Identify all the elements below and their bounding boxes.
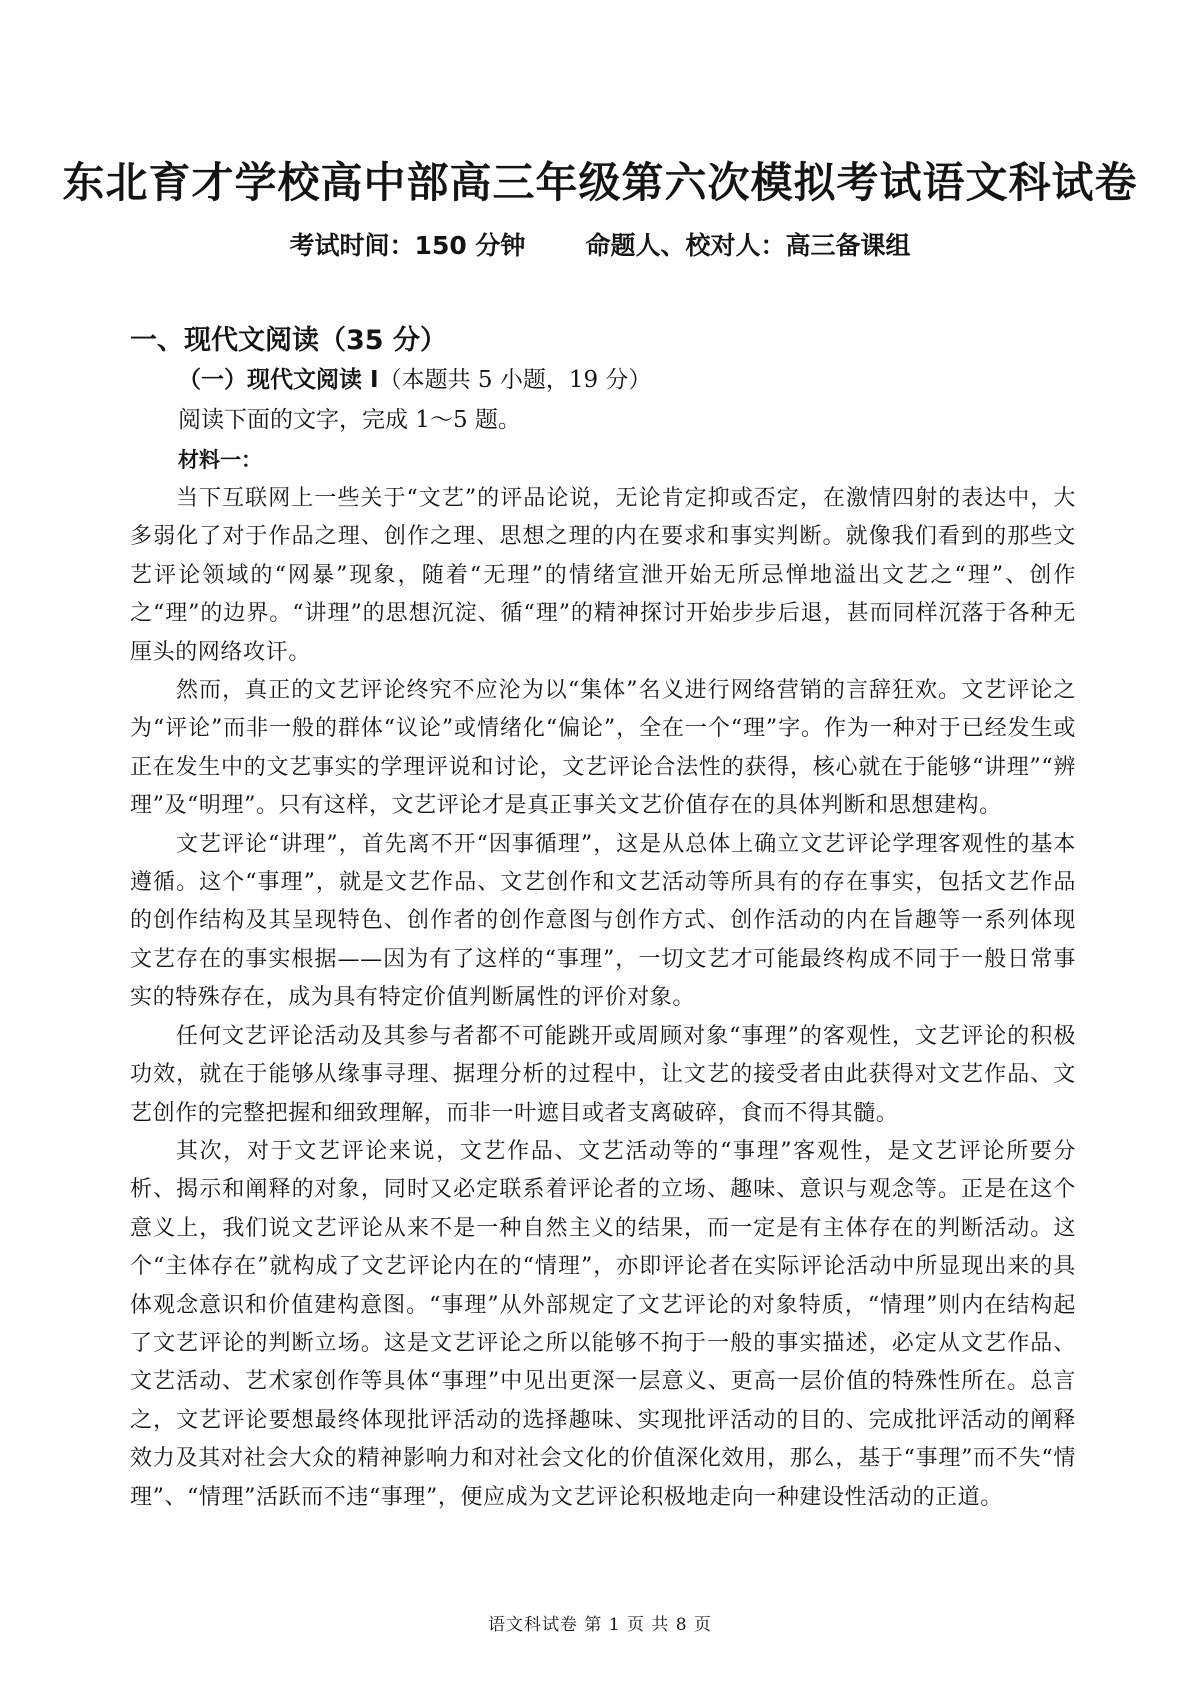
- sub-section-title: （一）现代文阅读 I: [178, 367, 379, 393]
- exam-time: 考试时间：150 分钟: [289, 231, 526, 260]
- passage-paragraph: 当下互联网上一些关于“文艺”的评品论说，无论肯定抑或否定，在激情四射的表达中，大多弱化了对于作品之理、创作之理、思想之理的内在要求和事实判断。就像我们看到的那些文艺评论领域的“网暴”现象，随着“无理”的情绪宣泄开始无所忌惮地溢出文艺之“理”、创作之“理”的边界。“讲理”的思想沉淀、循“理”的精神探讨开始步步后退，甚而同样沉落于各种无厘头的网络攻讦。: [130, 486, 1076, 665]
- material-label: 材料一：: [178, 448, 262, 472]
- passage-paragraph: 文艺评论“讲理”，首先离不开“因事循理”，这是从总体上确立文艺评论学理客观性的基本遵循。这个“事理”，就是文艺作品、文艺创作和文艺活动等所具有的存在事实，包括文艺作品的创作结构及其呈现特色、创作者的创作意图与创作方式、创作活动的内在旨趣等一系列体现文艺存在的事实根据——因为有了这样的“事理”，一切文艺才可能最终构成不同于一般日常事实的特殊存在，成为具有特定价值判断属性的评价对象。: [130, 831, 1076, 1011]
- page-footer: 语文科试卷 第 1 页 共 8 页: [487, 1615, 713, 1635]
- sub-section-heading: [178, 360, 1076, 400]
- passage-paragraph: 然而，真正的文艺评论终究不应沦为以“集体”名义进行网络营销的言辞狂欢。文艺评论之为“评论”而非一般的群体“议论”或情绪化“偏论”，全在一个“理”字。作为一种对于已经发生或正在发生中的文艺事实的学理评说和讨论，文艺评论合法性的获得，核心就在于能够“讲理”“辨理”及“明理”。只有这样，文艺评论才是真正事关文艺价值存在的具体判断和思想建构。: [130, 678, 1076, 819]
- exam-info-line: [0, 226, 1200, 262]
- passage-paragraph: 其次，对于文艺评论来说，文艺作品、文艺活动等的“事理”客观性，是文艺评论所要分析、揭示和阐释的对象，同时又必定联系着评论者的立场、趣味、意识与观念等。正是在这个意义上，我们说文艺评论从来不是一种自然主义的结果，而一定是有主体存在的判断活动。这个“主体存在”就构成了文艺评论内在的“情理”，亦即评论者在实际评论活动中所显现出来的具体观念意识和价值建构意图。“事理”从外部规定了文艺评论的对象特质，“情理”则内在结构起了文艺评论的判断立场。这是文艺评论之所以能够不拘于一般的事实描述，必定从文艺作品、文艺活动、艺术家创作等具体“事理”中见出更深一层意义、更高一层价值的特殊性所在。总言之，文艺评论要想最终体现批评活动的选择趣味、实现批评活动的目的、完成批评活动的阐释效力及其对社会大众的精神影响力和对社会文化的价值深化效用，那么，基于“事理”而不失“情理”、“情理”活跃而不违“事理”，便应成为文艺评论积极地走向一种建设性活动的正道。: [130, 1138, 1076, 1510]
- passage-paragraph: 任何文艺评论活动及其参与者都不可能跳开或周顾对象“事理”的客观性，文艺评论的积极功效，就在于能够从缘事寻理、据理分析的过程中，让文艺的接受者由此获得对文艺作品、文艺创作的完整把握和细致理解，而非一叶遮目或者支离破碎，食而不得其髓。: [130, 1023, 1076, 1126]
- exam-authors: 命题人、校对人：高三备课组: [585, 231, 911, 260]
- exam-body: [130, 322, 1076, 1517]
- reading-instruction: 阅读下面的文字，完成 1～5 题。: [178, 407, 521, 433]
- sub-section-note: （本题共 5 小题，19 分）: [378, 367, 652, 393]
- exam-title: 东北育才学校高中部高三年级第六次模拟考试语文科试卷: [62, 158, 1138, 207]
- section-heading: 一、现代文阅读（35 分）: [130, 325, 447, 356]
